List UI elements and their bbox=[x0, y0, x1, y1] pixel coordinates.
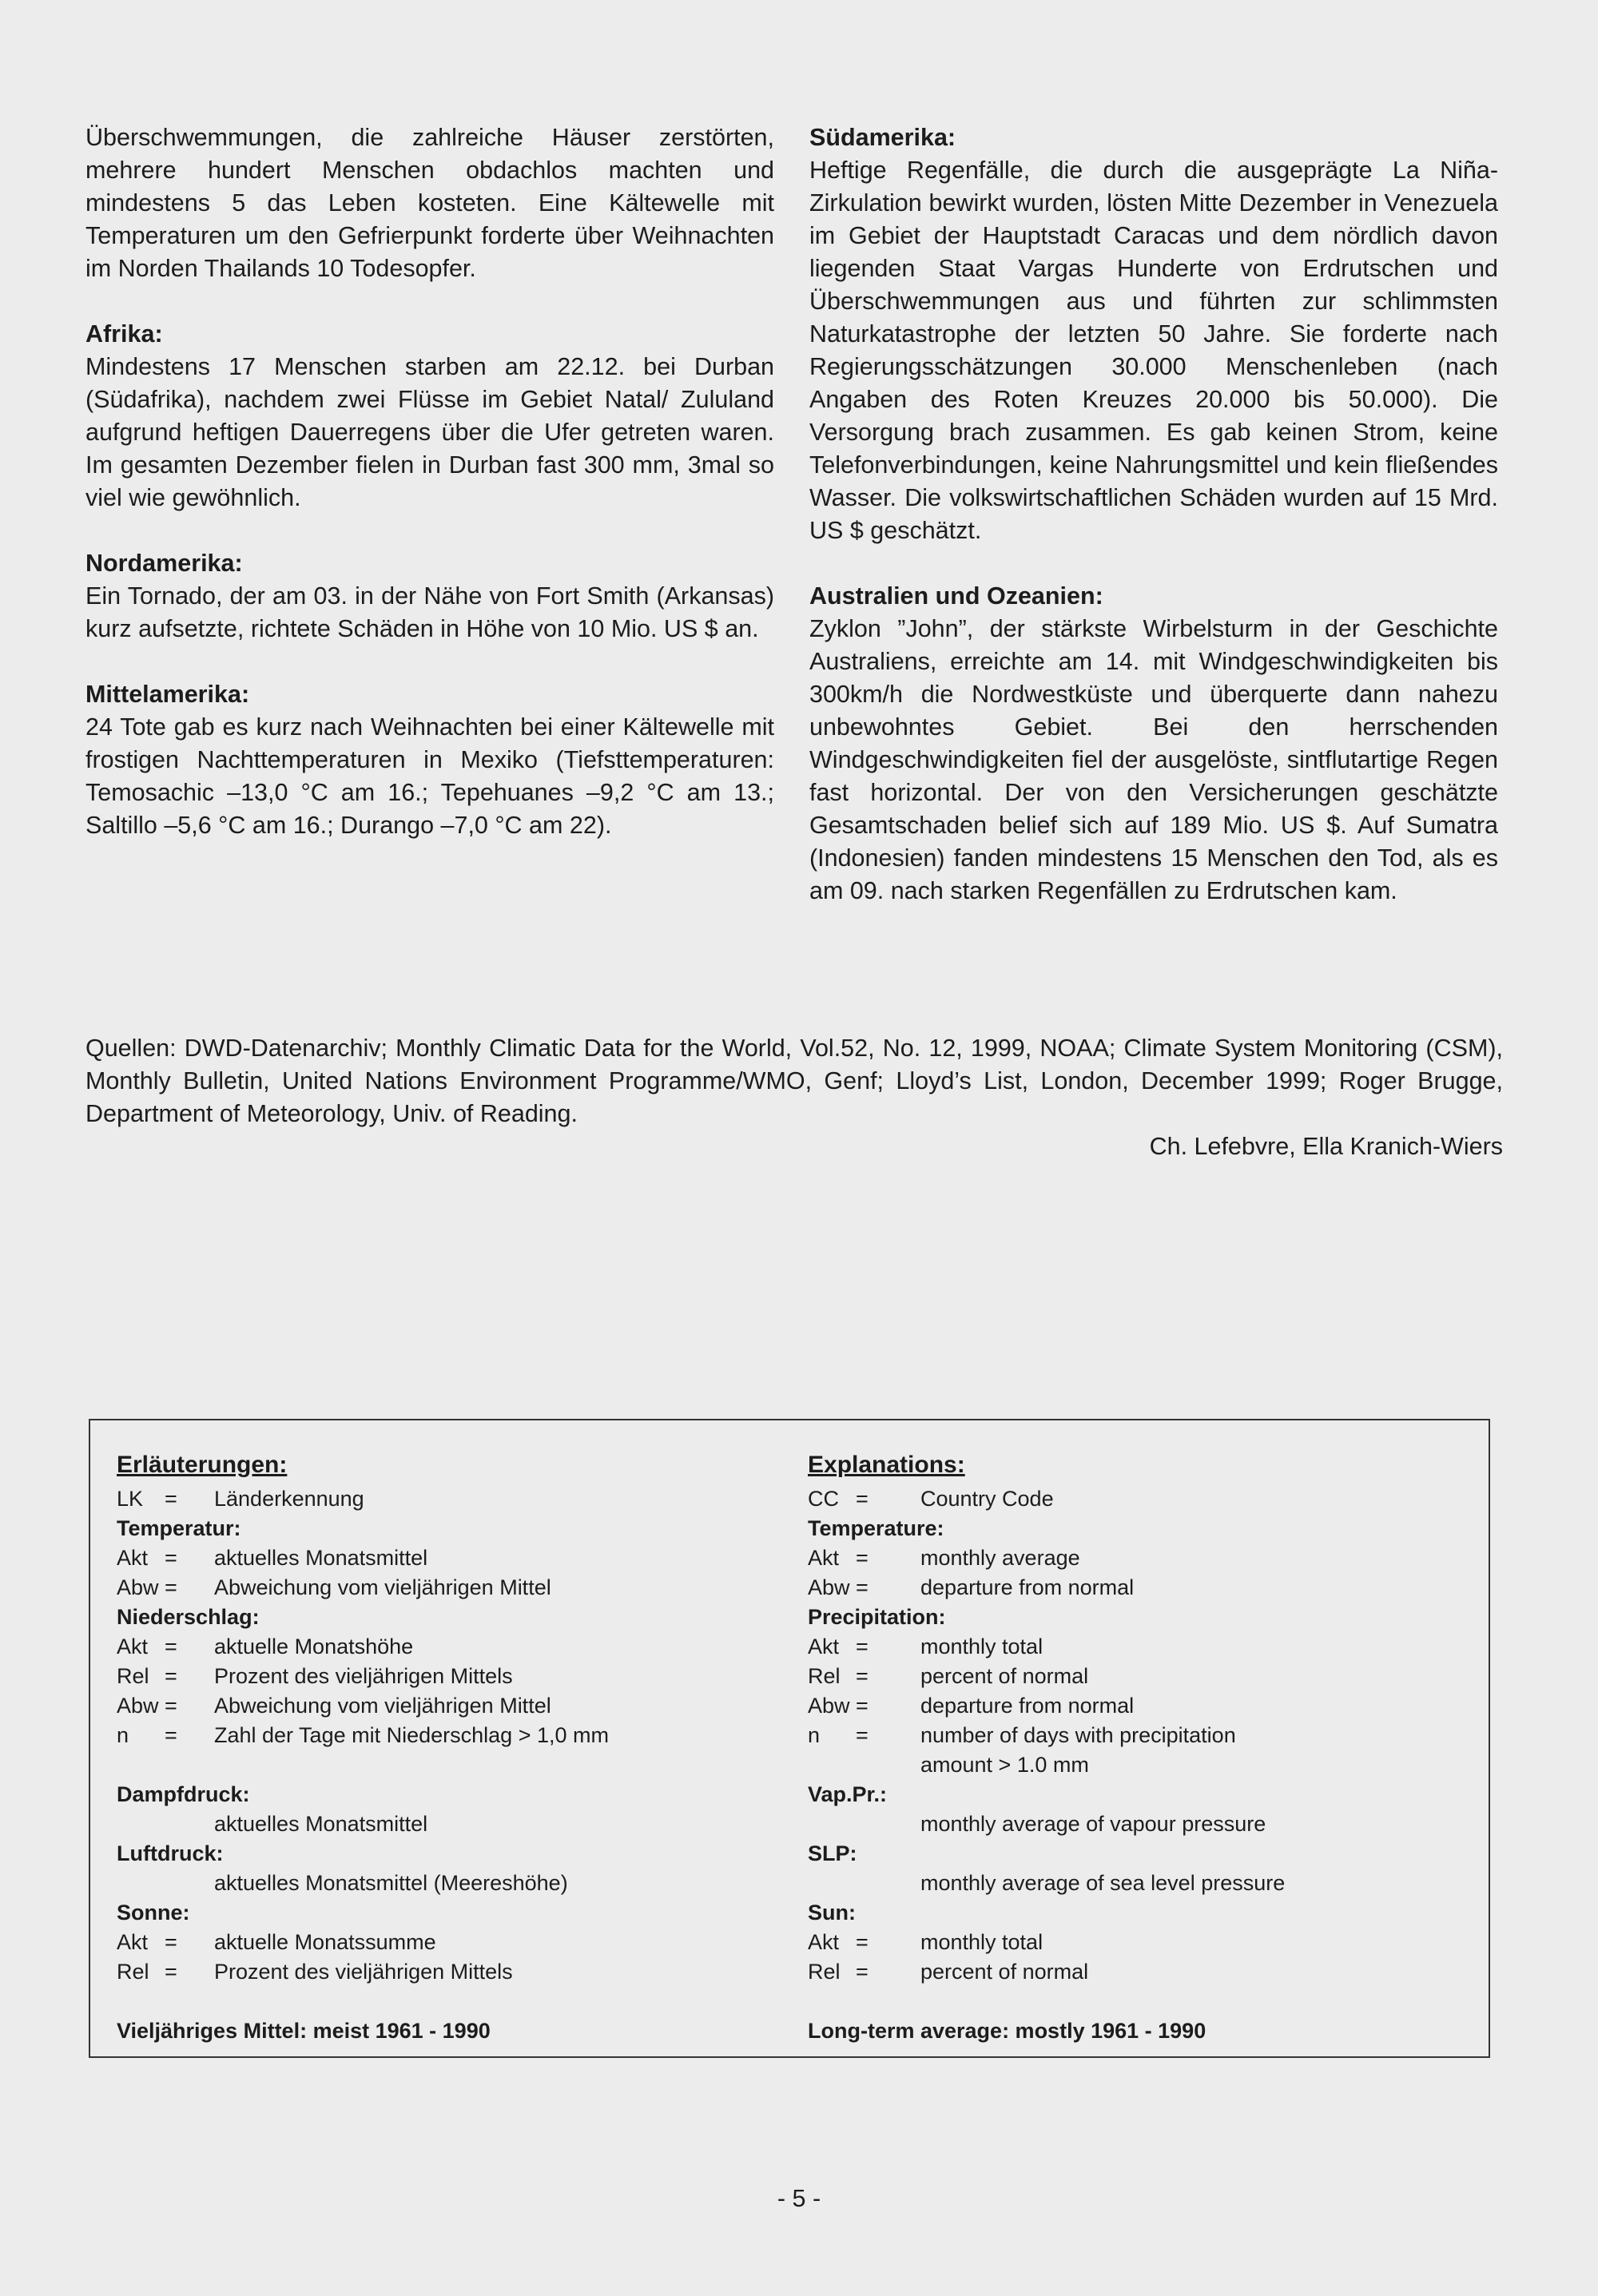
legend-text: monthly average of vapour pressure bbox=[920, 1812, 1266, 1836]
right-column bbox=[809, 121, 1498, 908]
section-text: 24 Tote gab es kurz nach Weihnachten bei einer Kältewelle mit frostigen Nachttemperaturen in Mexiko (Tiefsttemperaturen: Temosachic –13,0 °C am 16.; Tepehuanes –9,2 °C am 13.; Saltillo –5,6 °C am 16.; Durango –7,0 °C am 22). bbox=[85, 713, 774, 839]
intro-paragraph: Überschwemmungen, die zahlreiche Häuser zerstörten, mehrere hundert Menschen obdachlos machten und mindestens 5 das Leben kosteten. Eine Kältewelle mit Temperaturen um den Gefrierpunkt forderte über Weihnachten im Norden Thailands 10 Todesopfer. bbox=[85, 124, 774, 282]
legend-eq: = bbox=[165, 1664, 177, 1688]
legend-subheading: Temperatur: bbox=[117, 1516, 241, 1540]
legend-abbr: Abw bbox=[808, 1694, 850, 1718]
legend-eq: = bbox=[165, 1960, 177, 1984]
legend-text: aktuelles Monatsmittel bbox=[214, 1546, 428, 1570]
legend-row bbox=[117, 1632, 772, 1662]
legend-abbr: Akt bbox=[117, 1635, 149, 1658]
legend-text: aktuelles Monatsmittel bbox=[214, 1812, 428, 1836]
legend-eq: = bbox=[165, 1575, 177, 1599]
legend-subheading: Sun: bbox=[808, 1901, 856, 1925]
legend-subheading: SLP: bbox=[808, 1841, 857, 1865]
legend-text: aktuelle Monatssumme bbox=[214, 1930, 436, 1954]
legend-eq: = bbox=[856, 1664, 869, 1688]
legend-subheading: Sonne: bbox=[117, 1901, 190, 1925]
legend-abbr: Akt bbox=[117, 1546, 149, 1570]
section-nordamerika bbox=[85, 547, 774, 646]
legend-abbr: Akt bbox=[808, 1546, 840, 1570]
legend-eq: = bbox=[856, 1575, 869, 1599]
legend-abbr: n bbox=[117, 1723, 129, 1747]
section-text: Mindestens 17 Menschen starben am 22.12. bei Durban (Südafrika), nachdem zwei Flüsse im Gebiet Natal/ Zululand aufgrund heftigen Dauerregens über die Ufer getreten waren. Im gesamten Dezember fielen in Durban fast 300 mm, 3mal so viel wie gewöhnlich. bbox=[85, 353, 774, 511]
legend-row bbox=[808, 1543, 1463, 1573]
legend-row bbox=[117, 1691, 772, 1721]
legend-subheading: Luftdruck: bbox=[117, 1841, 224, 1865]
legend-text: Zahl der Tage mit Niederschlag > 1,0 mm bbox=[214, 1723, 609, 1747]
section-text: Zyklon ”John”, der stärkste Wirbelsturm in der Geschichte Australiens, erreichte am 14. mit Windgeschwindigkeiten bis 300km/h die Nordwestküste und überquerte dann nahezu unbewohntes Gebiet. Bei den herrschenden Windgeschwindigkeiten fiel der ausgelöste, sintflutartige Regen fast horizontal. Der von den Versicherungen geschätzte Gesamtschaden belief sich auf 189 Mio. US $. Auf Sumatra (Indonesien) fanden mindestens 15 Menschen den Tod, als es am 09. nach starken Regenfällen zu Erdrutschen kam. bbox=[809, 615, 1498, 904]
legend-abbr: Akt bbox=[808, 1930, 840, 1954]
legend-eq: = bbox=[165, 1546, 177, 1570]
legend-abbr: CC bbox=[808, 1487, 839, 1511]
legend-row bbox=[808, 1662, 1463, 1691]
legend-abbr: Rel bbox=[117, 1960, 149, 1984]
section-heading: Afrika: bbox=[85, 320, 163, 348]
legend-text: Prozent des vieljährigen Mittels bbox=[214, 1960, 513, 1984]
legend-text: amount > 1.0 mm bbox=[920, 1753, 1089, 1777]
legend-row bbox=[117, 1928, 772, 1957]
legend-row bbox=[117, 1573, 772, 1603]
legend-eq: = bbox=[856, 1960, 869, 1984]
legend-subheading: Precipitation: bbox=[808, 1605, 946, 1629]
legend-text: Länderkennung bbox=[214, 1487, 364, 1511]
page-number: - 5 - bbox=[777, 2185, 821, 2212]
legend-abbr: Abw bbox=[117, 1694, 159, 1718]
legend-text: monthly total bbox=[920, 1635, 1043, 1658]
legend-subheading: Niederschlag: bbox=[117, 1605, 260, 1629]
section-heading: Nordamerika: bbox=[85, 550, 243, 577]
legend-eq: = bbox=[165, 1487, 177, 1511]
legend-row bbox=[808, 1957, 1463, 1987]
legend-subheading: Temperature: bbox=[808, 1516, 944, 1540]
legend-box bbox=[89, 1419, 1490, 2058]
legend-row bbox=[117, 1721, 772, 1750]
legend-title-en: Explanations: bbox=[808, 1452, 965, 1478]
section-heading: Australien und Ozeanien: bbox=[809, 582, 1103, 610]
legend-abbr: Rel bbox=[808, 1960, 841, 1984]
legend-abbr: Abw bbox=[808, 1575, 850, 1599]
legend-eq: = bbox=[856, 1723, 869, 1747]
spacer bbox=[117, 1750, 772, 1780]
legend-eq: = bbox=[165, 1635, 177, 1658]
legend-row bbox=[808, 1721, 1463, 1750]
legend-subheading: Vap.Pr.: bbox=[808, 1782, 888, 1806]
legend-text: Country Code bbox=[920, 1487, 1054, 1511]
legend-text: departure from normal bbox=[920, 1694, 1135, 1718]
legend-title-de: Erläuterungen: bbox=[117, 1452, 288, 1478]
section-australien bbox=[809, 580, 1498, 908]
legend-english bbox=[808, 1449, 1463, 2046]
legend-abbr: n bbox=[808, 1723, 821, 1747]
legend-row bbox=[117, 1543, 772, 1573]
section-text: Ein Tornado, der am 03. in der Nähe von Fort Smith (Arkansas) kurz aufsetzte, richtete Schäden in Höhe von 10 Mio. US $ an. bbox=[85, 582, 774, 642]
legend-text: percent of normal bbox=[920, 1960, 1089, 1984]
legend-subheading: Dampfdruck: bbox=[117, 1782, 250, 1806]
legend-eq: = bbox=[165, 1723, 177, 1747]
legend-abbr: Abw bbox=[117, 1575, 159, 1599]
legend-abbr: Akt bbox=[808, 1635, 840, 1658]
legend-german bbox=[117, 1449, 772, 2046]
legend-row bbox=[808, 1632, 1463, 1662]
legend-row bbox=[808, 1484, 1463, 1514]
legend-eq: = bbox=[856, 1635, 869, 1658]
legend-text: Prozent des vieljährigen Mittels bbox=[214, 1664, 513, 1688]
legend-abbr: Akt bbox=[117, 1930, 149, 1954]
legend-text: departure from normal bbox=[920, 1575, 1135, 1599]
legend-eq: = bbox=[856, 1930, 869, 1954]
sources-text: Quellen: DWD-Datenarchiv; Monthly Climatic Data for the World, Vol.52, No. 12, 1999, NOAA; Climate System Monitoring (CSM), Monthly Bulletin, United Nations Environment Programme/WMO, Genf; Lloyd’s List, London, December 1999; Roger Brugge, Department of Meteorology, Univ. of Reading. bbox=[85, 1035, 1503, 1127]
section-suedamerika bbox=[809, 121, 1498, 547]
legend-text: Abweichung vom vieljährigen Mittel bbox=[214, 1575, 551, 1599]
section-heading: Südamerika: bbox=[809, 124, 956, 151]
spacer bbox=[117, 1987, 772, 2016]
legend-footer-en: Long-term average: mostly 1961 - 1990 bbox=[808, 2019, 1206, 2043]
spacer bbox=[808, 1987, 1463, 2016]
legend-abbr: LK bbox=[117, 1487, 144, 1511]
legend-text: monthly total bbox=[920, 1930, 1043, 1954]
legend-abbr: Rel bbox=[808, 1664, 841, 1688]
legend-row bbox=[808, 1691, 1463, 1721]
legend-row bbox=[808, 1928, 1463, 1957]
legend-eq: = bbox=[165, 1930, 177, 1954]
legend-text: aktuelles Monatsmittel (Meereshöhe) bbox=[214, 1871, 568, 1895]
section-text: Heftige Regenfälle, die durch die ausgeprägte La Niña-Zirkulation bewirkt wurden, lösten Mitte Dezember in Venezuela im Gebiet der Hauptstadt Caracas und dem nördlich davon liegenden Staat Vargas Hunderte von Erdrutschen und Überschwemmungen aus und führten zur schlimmsten Naturkatastrophe der letzten 50 Jahre. Sie forderte nach Regierungsschätzungen 30.000 Menschenleben (nach Angaben des Roten Kreuzes 20.000 bis 50.000). Die Versorgung brach zusammen. Es gab keinen Strom, keine Telefonverbindungen, keine Nahrungsmittel und kein fließendes Wasser. Die volkswirtschaftlichen Schäden wurden auf 15 Mrd. US $ geschätzt. bbox=[809, 157, 1498, 544]
legend-row bbox=[808, 1573, 1463, 1603]
section-heading: Mittelamerika: bbox=[85, 681, 250, 708]
legend-eq: = bbox=[856, 1487, 869, 1511]
sources-paragraph bbox=[85, 1032, 1503, 1130]
legend-text: percent of normal bbox=[920, 1664, 1089, 1688]
section-afrika bbox=[85, 318, 774, 514]
legend-eq: = bbox=[856, 1694, 869, 1718]
authors-line: Ch. Lefebvre, Ella Kranich-Wiers bbox=[1149, 1133, 1503, 1160]
legend-text: Abweichung vom vieljährigen Mittel bbox=[214, 1694, 551, 1718]
legend-text: number of days with precipitation bbox=[920, 1723, 1236, 1747]
legend-row bbox=[117, 1484, 772, 1514]
legend-abbr: Rel bbox=[117, 1664, 149, 1688]
legend-footer-de: Vieljähriges Mittel: meist 1961 - 1990 bbox=[117, 2019, 491, 2043]
legend-text: aktuelle Monatshöhe bbox=[214, 1635, 414, 1658]
legend-text: monthly average bbox=[920, 1546, 1080, 1570]
section-mittelamerika bbox=[85, 678, 774, 842]
legend-text: monthly average of sea level pressure bbox=[920, 1871, 1286, 1895]
legend-eq: = bbox=[165, 1694, 177, 1718]
legend-row bbox=[117, 1662, 772, 1691]
left-column bbox=[85, 121, 774, 842]
legend-row bbox=[117, 1957, 772, 1987]
legend-eq: = bbox=[856, 1546, 869, 1570]
